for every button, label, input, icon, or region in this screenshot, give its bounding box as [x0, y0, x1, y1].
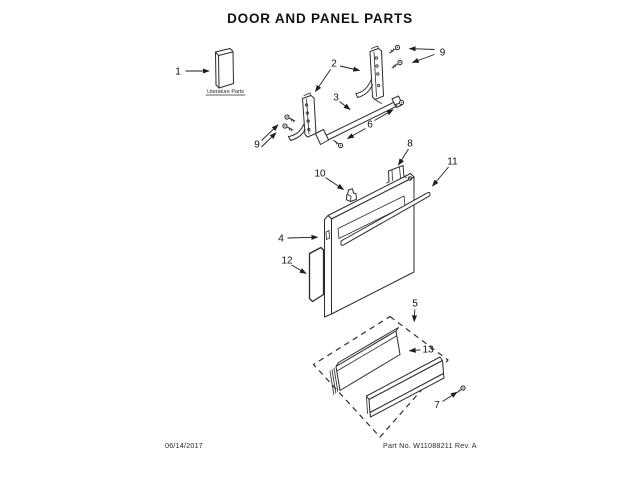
- callout-5-label: 5: [412, 298, 418, 310]
- callout-4: [278, 234, 317, 245]
- callout-3: [333, 93, 350, 110]
- callout-arrow: [326, 178, 344, 190]
- callout-7-label: 7: [434, 400, 440, 411]
- callout-11: [433, 157, 459, 187]
- screw-icon: [285, 115, 295, 122]
- callout-8: [399, 139, 414, 166]
- part-3-hinge-rail: [316, 96, 403, 145]
- part-5-access-panel-kit: [314, 317, 449, 438]
- part-9-screws-left: [283, 115, 295, 131]
- callout-arrow: [410, 49, 435, 50]
- footer-date: 06/14/2017: [165, 441, 203, 450]
- callout-arrow: [340, 102, 351, 110]
- part-7-screw: [457, 386, 465, 393]
- callout-arrow: [348, 129, 366, 139]
- callout-9-top: [410, 48, 446, 63]
- part-9-screws-top-right: [390, 45, 403, 68]
- part-4-door-panel: [325, 174, 415, 318]
- callout-9-left: [254, 125, 278, 151]
- screw-icon: [390, 45, 400, 53]
- callout-arrow: [443, 392, 458, 401]
- callout-arrow: [433, 167, 449, 186]
- callout-12: [281, 256, 306, 274]
- callout-6-label: 6: [367, 119, 373, 131]
- callout-arrow: [414, 310, 415, 322]
- callout-2-label: 2: [331, 58, 337, 70]
- callout-10-label: 10: [314, 168, 326, 180]
- callout-13: [410, 345, 434, 356]
- callout-11-label: 11: [447, 156, 458, 168]
- part-12-side-panel: [310, 248, 324, 302]
- callout-8-label: 8: [407, 138, 413, 150]
- callout-arrow: [413, 55, 435, 63]
- callout-9-left-label: 9: [254, 139, 260, 151]
- screw-icon: [408, 177, 411, 180]
- part-1-literature-pack: [206, 49, 245, 96]
- callout-arrow: [340, 66, 360, 71]
- callout-arrow: [316, 70, 331, 92]
- part-2-hinge-bracket-left: [289, 93, 317, 141]
- callout-arrow: [262, 133, 277, 147]
- callout-5: [412, 299, 418, 322]
- callout-4-label: 4: [278, 233, 284, 245]
- callout-9-top-label: 9: [439, 47, 446, 59]
- callout-arrow: [288, 237, 318, 238]
- callout-arrow: [399, 149, 409, 165]
- page-title: DOOR AND PANEL PARTS: [227, 11, 413, 26]
- callout-10: [314, 169, 343, 190]
- part-2-hinge-bracket-right: [356, 46, 384, 104]
- callout-2: [316, 59, 360, 92]
- callout-arrow: [292, 265, 307, 274]
- screw-icon: [283, 124, 293, 131]
- callout-arrow: [375, 110, 394, 121]
- screw-icon: [334, 141, 343, 148]
- callouts: [175, 48, 458, 412]
- screw-icon: [392, 60, 402, 68]
- callout-1: [175, 67, 209, 78]
- callout-1-label: 1: [175, 66, 181, 78]
- part-10-clip: [347, 189, 357, 202]
- screw-icon: [457, 386, 465, 393]
- literature-pack-label: Literature Parts: [207, 89, 244, 95]
- callout-3-label: 3: [333, 92, 339, 104]
- footer-part-number: Part No. W11088211 Rev. A: [383, 441, 477, 450]
- callout-13-label: 13: [422, 344, 434, 356]
- callout-7: [434, 392, 457, 411]
- callout-arrow: [410, 350, 421, 351]
- callout-12-label: 12: [281, 255, 293, 267]
